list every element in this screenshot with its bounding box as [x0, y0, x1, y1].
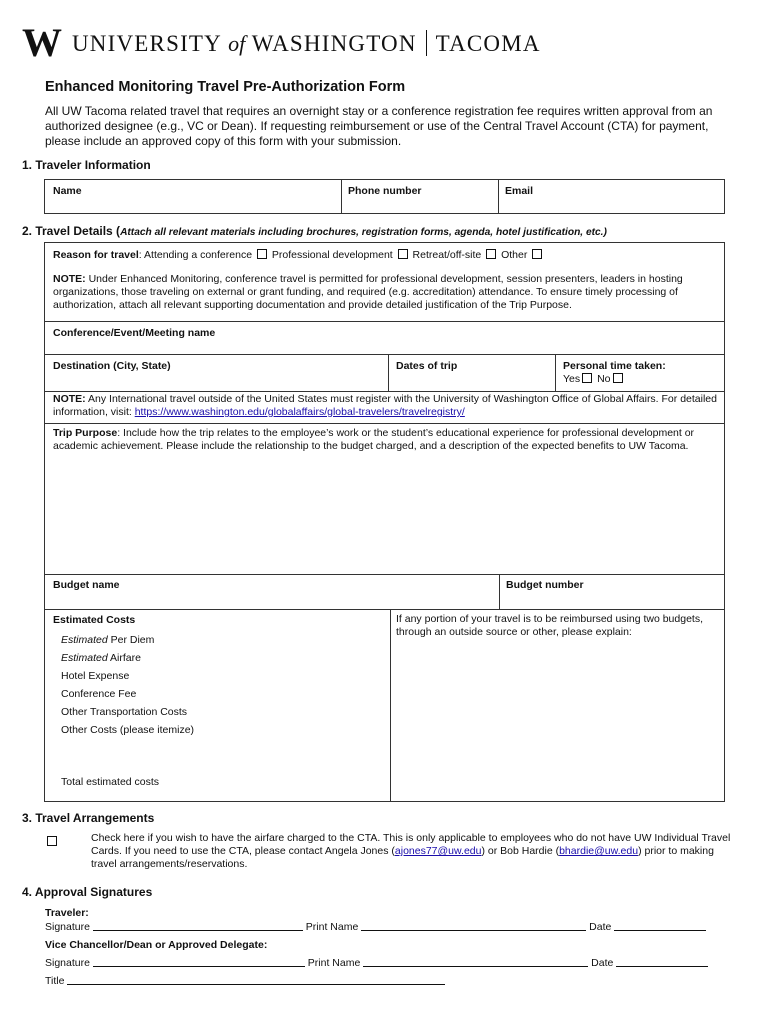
cta-airfare-checkbox[interactable] — [47, 836, 57, 846]
email-field[interactable]: Email — [505, 185, 534, 197]
section-3-heading: 3. Travel Arrangements — [22, 811, 155, 825]
traveler-signature-line[interactable] — [93, 920, 303, 931]
wordmark-divider — [426, 30, 427, 56]
budget-number-field[interactable]: Budget number — [506, 579, 584, 591]
ajones-email-link[interactable]: ajones77@uw.edu — [394, 845, 482, 857]
travel-registry-link[interactable]: https://www.washington.edu/globalaffairs/global-travelers/travelregistry/ — [134, 406, 465, 418]
intro-paragraph: All UW Tacoma related travel that requires an overnight stay or a conference registration fee requires written approval from an authorized designee (e.g., VC or Dean). If requesting reimbursement or use of the Central Travel Account (CTA) for payment, please include an approved copy of this form with your submission. — [45, 104, 713, 148]
bhardie-email-link[interactable]: bhardie@uw.edu — [559, 845, 639, 857]
form-title: Enhanced Monitoring Travel Pre-Authorization Form — [45, 79, 406, 95]
approver-label: Vice Chancellor/Dean or Approved Delegate: — [45, 939, 268, 951]
cost-hotel[interactable]: Hotel Expense — [61, 670, 130, 682]
budget-name-field[interactable]: Budget name — [53, 579, 120, 591]
cost-other[interactable]: Other Costs (please itemize) — [61, 724, 195, 736]
estimated-costs-label: Estimated Costs — [53, 614, 136, 626]
cost-airfare[interactable]: Estimated Airfare — [61, 652, 141, 664]
trip-purpose-field[interactable]: Trip Purpose: Include how the trip relates to the employee’s work or the student’s educational experience for professional development or academic achievement. Please include the relationship to the budget charged, and a description of the expected benefits to UW Tacoma. — [53, 427, 695, 452]
conference-checkbox[interactable] — [257, 249, 267, 259]
dates-field[interactable]: Dates of trip — [396, 360, 458, 372]
traveler-label: Traveler: — [45, 907, 89, 919]
w-logo-icon: W — [22, 20, 60, 65]
cost-other-transportation[interactable]: Other Transportation Costs — [61, 706, 188, 718]
personal-time-label: Personal time taken: — [563, 360, 666, 372]
section-1-heading: 1. Traveler Information — [22, 158, 151, 172]
professional-development-checkbox[interactable] — [398, 249, 408, 259]
destination-field[interactable]: Destination (City, State) — [53, 360, 171, 372]
approver-signature-line[interactable] — [93, 956, 305, 967]
approver-print-name-line[interactable] — [363, 956, 588, 967]
approver-title-row: Title — [45, 974, 445, 987]
cta-instructions: Check here if you wish to have the airfare charged to the CTA. This is only applicable to employees who do not have UW Individual Travel Cards. If you need to use the CTA, please contact Angela Jones (ajones77@uw.edu) or Bob Hardie (bhardie@uw.edu) prior to making travel arrangements/reservations. — [91, 832, 731, 870]
section-4-heading: 4. Approval Signatures — [22, 885, 153, 899]
traveler-signature-row: Signature Print Name Date — [45, 920, 706, 933]
uw-tacoma-logo — [22, 20, 541, 65]
traveler-date-line[interactable] — [614, 920, 706, 931]
traveler-info-table — [44, 179, 725, 214]
conference-name-field[interactable]: Conference/Event/Meeting name — [53, 327, 216, 339]
retreat-checkbox[interactable] — [486, 249, 496, 259]
cost-per-diem[interactable]: Estimated Per Diem — [61, 634, 155, 646]
university-wordmark: UNIVERSITY of WASHINGTON TACOMA — [72, 30, 541, 56]
conference-note: NOTE: Under Enhanced Monitoring, conference travel is permitted for professional development, session presenters, leaders in hosting organizations, those traveling on external or grant funding, and required (e.g. accreditation) attendance. To ensure timely processing of authorization, attach all relevant supporting documentation and provide detailed justification of the Trip Purpose. — [53, 273, 683, 311]
traveler-print-name-line[interactable] — [361, 920, 586, 931]
name-field[interactable]: Name — [53, 185, 82, 197]
personal-time-yes-checkbox[interactable] — [582, 373, 592, 383]
travel-details-table — [44, 242, 725, 802]
phone-field[interactable]: Phone number — [348, 185, 422, 197]
reason-row: Reason for travel: Attending a conference Professional development Retreat/off-site Other — [53, 249, 713, 262]
international-note: NOTE: Any International travel outside of the United States must register with the University of Washington Office of Global Affairs. For detailed information, visit: https://www.washington.edu/globalaffairs/global-travelers/travelregistry/ — [53, 393, 717, 418]
cost-conference-fee[interactable]: Conference Fee — [61, 688, 137, 700]
cost-list — [61, 631, 194, 739]
approver-date-line[interactable] — [616, 956, 708, 967]
personal-time-no-checkbox[interactable] — [613, 373, 623, 383]
total-costs-field[interactable]: Total estimated costs — [61, 776, 160, 788]
split-budget-explain-field[interactable]: If any portion of your travel is to be reimbursed using two budgets, through an outside source or other, please explain: — [396, 613, 703, 638]
personal-time-options: Yes No — [563, 373, 625, 386]
approver-signature-row: Signature Print Name Date — [45, 956, 708, 969]
other-checkbox[interactable] — [532, 249, 542, 259]
approver-title-line[interactable] — [67, 974, 445, 985]
section-2-heading: 2. Travel Details (Attach all relevant materials including brochures, registration forms, agenda, hotel justification, etc.) — [22, 224, 607, 238]
